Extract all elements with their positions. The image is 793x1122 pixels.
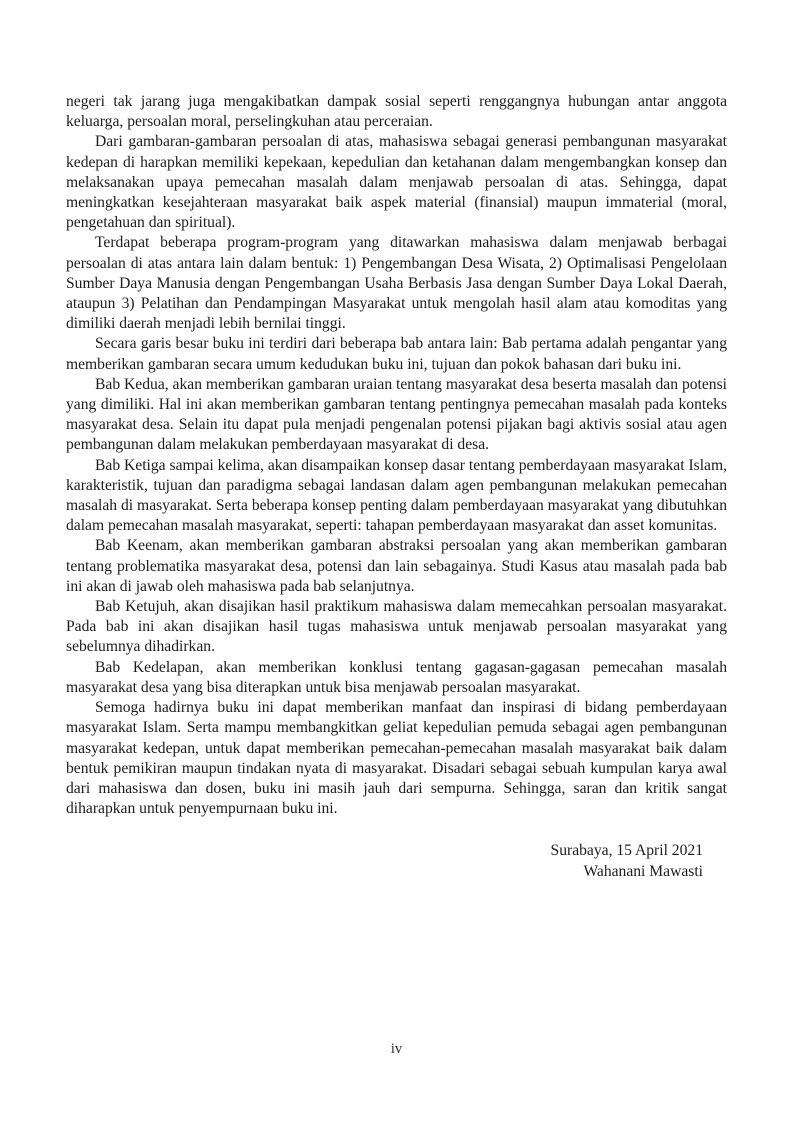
signature-block xyxy=(66,840,727,882)
paragraph: Dari gambaran-gambaran persoalan di atas, mahasiswa sebagai generasi pembangunan masyarakat kedepan di harapkan memiliki kepekaan, kepedulian dan ketahanan dalam mengembangkan konsep dan melaksanakan upaya pemecahan masalah dalam menjawab persoalan di atas. Sehingga, dapat meningkatkan kesejahteraan masyarakat baik aspek material (finansial) maupun immaterial (moral, pengetahuan dan spiritual). xyxy=(66,133,727,232)
paragraph: Semoga hadirnya buku ini dapat memberikan manfaat dan inspirasi di bidang pemberdayaan masyarakat Islam. Serta mampu membangkitkan geliat kepedulian pemuda sebagai agen pembangunan masyarakat kedepan, untuk dapat memberikan pemecahan-pemecahan masalah masyarakat baik dalam bentuk pemikiran maupun tindakan nyata di masyarakat. Disadari sebagai sebuah kumpulan karya awal dari mahasiswa dan dosen, buku ini masih jauh dari sempurna. Sehingga, saran dan kritik sangat diharapkan untuk penyempurnaan buku ini. xyxy=(66,699,727,818)
paragraph: Bab Kedua, akan memberikan gambaran uraian tentang masyarakat desa beserta masalah dan potensi yang dimiliki. Hal ini akan memberikan gambaran tentang pentingnya pemecahan masalah pada konteks masyarakat desa. Selain itu dapat pula menjadi pengenalan potensi pijakan bagi aktivis sosial atau agen pembangunan dalam melakukan pemberdayaan masyarakat di desa. xyxy=(66,375,727,454)
signature-place-date: Surabaya, 15 April 2021 xyxy=(550,842,703,860)
signature-author: Wahanani Mawasti xyxy=(583,863,703,881)
paragraph: Bab Ketiga sampai kelima, akan disampaikan konsep dasar tentang pemberdayaan masyarakat Islam, karakteristik, tujuan dan paradigma sebagai landasan dalam agen pembangunan melakukan pemecahan masalah di masyarakat. Serta beberapa konsep penting dalam pemberdayaan masyarakat yang dibutuhkan dalam pemecahan masalah masyarakat, seperti: tahapan pemberdayaan masyarakat dan asset komunitas. xyxy=(66,456,727,535)
page-number: iv xyxy=(390,1041,403,1057)
paragraph: negeri tak jarang juga mengakibatkan dampak sosial seperti renggangnya hubungan antar anggota keluarga, persoalan moral, perselingkuhan atau perceraian. xyxy=(66,93,727,131)
paragraph: Bab Ketujuh, akan disajikan hasil praktikum mahasiswa dalam memecahkan persoalan masyarakat. Pada bab ini akan disajikan hasil tugas mahasiswa untuk menjawab persoalan masyarakat yang sebelumnya dihadirkan. xyxy=(66,598,727,656)
paragraph: Bab Kedelapan, akan memberikan konklusi tentang gagasan-gagasan pemecahan masalah masyarakat desa yang bisa diterapkan untuk bisa menjawab persoalan masyarakat. xyxy=(66,658,727,696)
preface-text xyxy=(66,92,727,882)
paragraph: Terdapat beberapa program-program yang ditawarkan mahasiswa dalam menjawab berbagai persoalan di atas antara lain dalam bentuk: 1) Pengembangan Desa Wisata, 2) Optimalisasi Pengelolaan Sumber Daya Manusia dengan Pengembangan Usaha Berbasis Jasa dengan Sumber Daya Lokal Daerah, ataupun 3) Pelatihan dan Pendampingan Masyarakat untuk mengolah hasil alam atau komoditas yang dimiliki daerah menjadi lebih bernilai tinggi. xyxy=(66,234,727,333)
paragraph: Bab Keenam, akan memberikan gambaran abstraksi persoalan yang akan memberikan gambaran tentang problematika masyarakat desa, potensi dan lain sebagainya. Studi Kasus atau masalah pada bab ini akan di jawab oleh mahasiswa pada bab selanjutnya. xyxy=(66,537,727,595)
paragraph: Secara garis besar buku ini terdiri dari beberapa bab antara lain: Bab pertama adalah pengantar yang memberikan gambaran secara umum kedudukan buku ini, tujuan dan pokok bahasan dari buku ini. xyxy=(66,335,727,373)
